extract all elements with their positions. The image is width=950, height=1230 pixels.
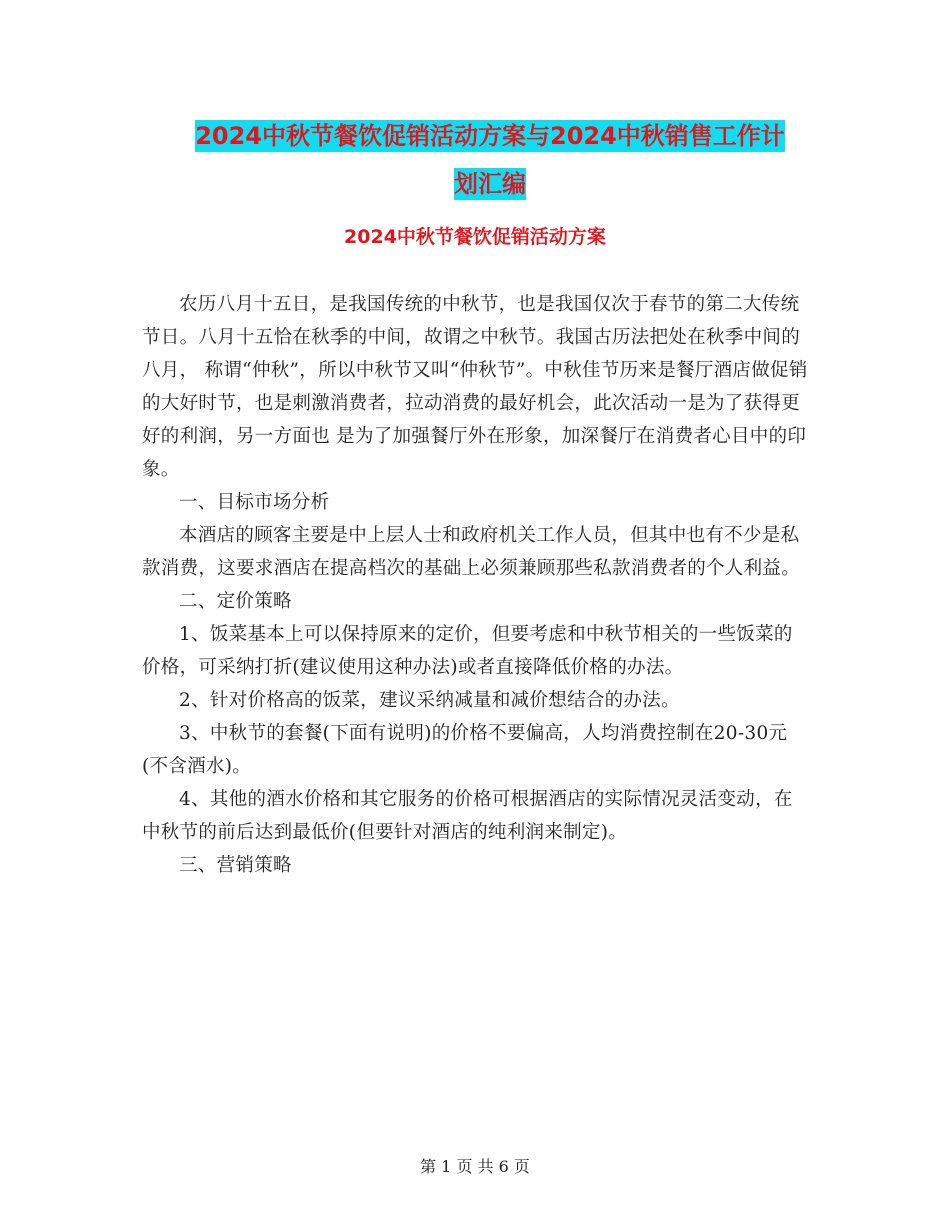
heading-marketing: 三、营销策略 [179, 855, 292, 876]
paragraph-pricing-3: 3、中秋节的套餐(下面有说明)的价格不要偏高，人均消费控制在20-30元(不含酒水)。 [142, 723, 788, 777]
paragraph-pricing-4: 4、其他的酒水价格和其它服务的价格可根据酒店的实际情况灵活变动，在中秋节的前后达到最低价(但要针对酒店的纯利润来制定)。 [142, 789, 793, 843]
document-title [140, 112, 840, 208]
paragraph-intro: 农历八月十五日，是我国传统的中秋节，也是我国仅次于春节的第二大传统节日。八月十五恰在秋季的中间，故谓之中秋节。我国古历法把处在秋季中间的八月， 称谓“仲秋”，所以中秋节又叫“仲秋节”。中秋佳节历来是餐厅酒店做促销的大好时节，也是刺激消费者，拉动消费的最好机会，此次活动一是为了获得更好的利润，另一方面也 是为了加强餐厅外在形象，加深餐厅在消费者心目中的印象。 [142, 294, 808, 480]
heading-target-market: 一、目标市场分析 [179, 492, 330, 513]
paragraph-pricing-1: 1、饭菜基本上可以保持原来的定价，但要考虑和中秋节相关的一些饭菜的价格，可采纳打折(建议使用这种办法)或者直接降低价格的办法。 [142, 624, 793, 678]
document-title-line1: 2024中秋节餐饮促销活动方案与2024中秋销售工作计 [195, 122, 785, 150]
document-body [142, 288, 808, 882]
document-title-line2: 划汇编 [454, 170, 526, 198]
section-title: 2024中秋节餐饮促销活动方案 [344, 226, 606, 248]
heading-pricing: 二、定价策略 [179, 591, 292, 612]
paragraph-pricing-2: 2、针对价格高的饭菜，建议采纳减量和减价想结合的办法。 [179, 690, 680, 711]
page-footer: 第 1 页 共 6 页 [420, 1157, 530, 1176]
paragraph-target-market: 本酒店的顾客主要是中上层人士和政府机关工作人员，但其中也有不少是私款消费，这要求酒店在提高档次的基础上必须兼顾那些私款消费者的个人利益。 [142, 525, 801, 579]
